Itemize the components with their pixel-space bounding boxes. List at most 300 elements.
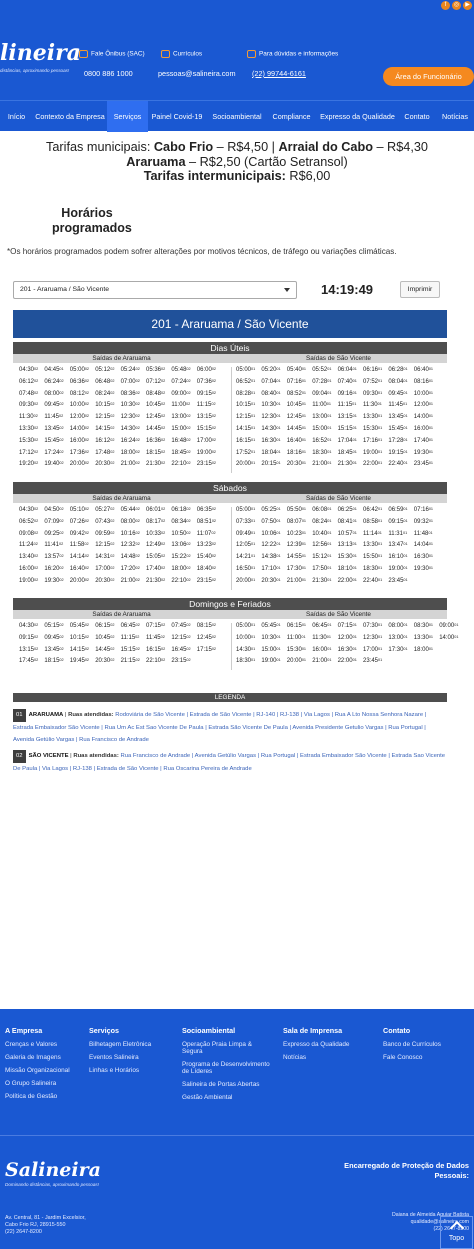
departure-time: $09:00^{02}$ bbox=[171, 390, 191, 397]
departure-time: $15:15^{02}$ bbox=[196, 426, 217, 432]
departure-time: $16:15^{02}$ bbox=[146, 646, 166, 653]
departure-time: $23:15^{02}$ bbox=[171, 658, 191, 665]
departure-time: $15:30^{01}$ bbox=[337, 554, 357, 561]
departure-time: $16:24^{02}$ bbox=[120, 437, 140, 444]
departure-time: $05:24^{02}$ bbox=[120, 367, 140, 373]
departure-time: $23:45^{01}$ bbox=[413, 461, 434, 468]
departure-time: $11:00^{01}$ bbox=[312, 402, 331, 409]
departure-time: $21:00^{01}$ bbox=[286, 577, 307, 584]
legend-label: Ruas atendidas: bbox=[68, 712, 114, 718]
schedule-note: *Os horários programados podem sofrer alterações por motivos técnicos, de tráfego ou variações climáticas. bbox=[7, 247, 397, 256]
departure-time: $09:15^{01}$ bbox=[388, 518, 408, 525]
departure-time: $12:49^{02}$ bbox=[146, 542, 166, 549]
departure-time: $16:12^{02}$ bbox=[95, 437, 115, 444]
departure-time: $21:30^{01}$ bbox=[337, 461, 357, 468]
departure-time: $06:28^{01}$ bbox=[388, 367, 408, 373]
departure-time: $14:30^{01}$ bbox=[261, 426, 281, 432]
departure-time: $18:40^{02}$ bbox=[196, 566, 217, 572]
departure-time: $18:30^{01}$ bbox=[236, 658, 256, 665]
departure-time: $09:15^{02}$ bbox=[196, 390, 217, 397]
departure-time: $08:52^{01}$ bbox=[286, 390, 307, 397]
departure-time: $21:30^{02}$ bbox=[146, 461, 166, 468]
nav-expresso[interactable]: Expresso da Qualidade bbox=[320, 112, 395, 121]
departure-time: $13:30^{01}$ bbox=[363, 542, 383, 549]
departure-time: $13:30^{01}$ bbox=[363, 414, 383, 421]
departure-time: $18:00^{01}$ bbox=[413, 646, 434, 653]
departure-time: $14:04^{01}$ bbox=[413, 542, 434, 549]
departure-time: $19:00^{01}$ bbox=[388, 566, 408, 572]
departure-time: $12:56^{01}$ bbox=[312, 542, 332, 549]
departure-time: $13:40^{02}$ bbox=[19, 554, 39, 561]
footer-link[interactable]: Eventos Salineira bbox=[89, 1054, 139, 1061]
nav-compliance[interactable]: Compliance bbox=[272, 112, 311, 121]
departure-time: $12:45^{02}$ bbox=[196, 634, 217, 641]
departure-time: $11:15^{02}$ bbox=[120, 634, 140, 641]
legend-number: 02 bbox=[13, 750, 26, 763]
departure-time: $06:25^{01}$ bbox=[337, 507, 357, 513]
departure-time: $14:15^{02}$ bbox=[69, 646, 90, 653]
facebook-icon[interactable]: f bbox=[441, 1, 450, 10]
legend-item-araruama: 01 ARARUAMA | Ruas atendidas: Rodoviária de São Vicente | Estrada de São Vicente | RJ-140 | RJ-138 | Via Lagos | Rua A Lto Nossa Senhora Nazare | Estrada Embaixador São Vicente | Rua Um Ac Est Sao Vicente De Paula | Estrada São Vicente De Paula | Avenida Presidente Getulio Vargas | Rua Portugal | Avenida Getúlio Vargas | Rua Francisco de Andrade bbox=[13, 709, 447, 747]
departure-time: $05:27^{02}$ bbox=[95, 507, 115, 513]
departure-time: $09:45^{01}$ bbox=[388, 390, 408, 397]
departure-time: $14:38^{01}$ bbox=[261, 554, 281, 561]
schedule-section-header: Dias Úteis bbox=[13, 342, 447, 354]
departure-time: $12:00^{01}$ bbox=[413, 402, 434, 409]
departure-time: $07:33^{01}$ bbox=[236, 518, 256, 525]
departure-time: $07:36^{02}$ bbox=[196, 378, 217, 385]
departure-time: $09:16^{01}$ bbox=[337, 390, 357, 397]
departure-time: $21:15^{02}$ bbox=[120, 658, 140, 665]
dpo-email[interactable]: qualidade@salineira.com bbox=[410, 1219, 469, 1225]
departure-time: $07:15^{01}$ bbox=[337, 623, 357, 629]
departure-time: $23:45^{01}$ bbox=[388, 577, 408, 584]
departure-time: $06:42^{01}$ bbox=[363, 507, 383, 513]
departure-time: $20:30^{02}$ bbox=[95, 577, 115, 584]
departure-time: $20:30^{02}$ bbox=[95, 658, 115, 665]
departure-time: $08:41^{01}$ bbox=[337, 518, 357, 525]
departure-time: $12:45^{01}$ bbox=[286, 414, 307, 421]
departure-time: $13:13^{01}$ bbox=[337, 542, 357, 549]
resume-email[interactable]: pessoas@salineira.com bbox=[158, 69, 236, 78]
departure-time: $13:00^{01}$ bbox=[312, 414, 332, 421]
footer-link[interactable]: O Grupo Salineira bbox=[5, 1080, 57, 1087]
departure-time: $12:30^{02}$ bbox=[120, 414, 140, 421]
departure-time: $07:40^{01}$ bbox=[337, 378, 357, 385]
departure-time: $13:30^{02}$ bbox=[19, 426, 39, 432]
departure-time: $08:34^{02}$ bbox=[171, 518, 191, 525]
whatsapp-label: Para dúvidas e informações bbox=[247, 50, 338, 58]
departure-time: $05:48^{02}$ bbox=[171, 367, 191, 373]
logo[interactable]: lineira bbox=[0, 40, 81, 66]
departure-time: $10:06^{01}$ bbox=[261, 530, 281, 537]
departure-time: $08:04^{01}$ bbox=[388, 378, 408, 385]
address-line: Cabo Frio RJ, 28915-550 bbox=[5, 1222, 66, 1228]
footer-col-socioambiental bbox=[182, 1026, 272, 1107]
footer-link[interactable]: Gestão Ambiental bbox=[182, 1094, 233, 1101]
departure-time: $07:09^{02}$ bbox=[44, 518, 64, 525]
departure-time: $10:15^{02}$ bbox=[69, 634, 90, 641]
departure-time: $14:00^{01}$ bbox=[413, 414, 434, 421]
departure-time: $11:15^{01}$ bbox=[337, 402, 357, 409]
departure-time: $07:52^{01}$ bbox=[363, 378, 383, 385]
departure-time: $10:45^{01}$ bbox=[286, 402, 307, 409]
tariff-line-2: Araruama – R$2,50 (Cartão Setransol) bbox=[126, 155, 348, 169]
departure-time: $10:30^{02}$ bbox=[120, 402, 140, 409]
departure-time: $08:24^{01}$ bbox=[312, 518, 332, 525]
departure-time: $09:42^{02}$ bbox=[69, 530, 90, 537]
departure-time: $14:45^{01}$ bbox=[286, 426, 307, 432]
footer-link[interactable]: Programa de Desenvolvimento de Líderes bbox=[182, 1061, 270, 1075]
departure-time: $18:16^{01}$ bbox=[286, 449, 307, 456]
departure-time: $07:28^{01}$ bbox=[312, 378, 332, 385]
departure-time: $05:52^{01}$ bbox=[312, 367, 332, 373]
departure-time: $22:00^{01}$ bbox=[337, 658, 357, 665]
departure-time: $14:00^{01}$ bbox=[439, 634, 459, 641]
departure-time: $17:00^{01}$ bbox=[363, 646, 383, 653]
departure-time: $21:00^{01}$ bbox=[312, 658, 332, 665]
departure-time: $09:30^{02}$ bbox=[19, 402, 39, 409]
nav-covid[interactable]: Painel Covid-19 bbox=[151, 112, 203, 121]
departure-time: $13:45^{01}$ bbox=[388, 414, 408, 421]
departure-time: $10:30^{01}$ bbox=[261, 402, 281, 409]
departure-time: $17:50^{01}$ bbox=[312, 566, 332, 572]
departure-time: $18:00^{02}$ bbox=[171, 566, 191, 572]
departure-time: $19:40^{02}$ bbox=[44, 461, 64, 468]
departure-time: $09:32^{01}$ bbox=[413, 518, 434, 525]
route-title: 201 - Araruama / São Vicente bbox=[13, 310, 447, 338]
departure-time: $06:52^{01}$ bbox=[236, 378, 256, 385]
departure-time: $11:45^{02}$ bbox=[146, 634, 165, 641]
departure-time: $22:40^{01}$ bbox=[363, 577, 383, 584]
departure-time: $06:45^{01}$ bbox=[312, 623, 332, 629]
nav-socioambiental[interactable]: Socioambiental bbox=[212, 112, 262, 121]
footer-link[interactable]: Crenças e Valores bbox=[5, 1041, 58, 1048]
footer-slogan: Dominando distâncias, aproximando pessoas! bbox=[5, 1182, 99, 1187]
departure-time: $18:10^{01}$ bbox=[337, 566, 357, 572]
departure-time: $12:00^{02}$ bbox=[69, 414, 90, 421]
footer-link[interactable]: Notícias bbox=[283, 1054, 307, 1061]
nav-noticias[interactable]: Notícias bbox=[442, 112, 468, 121]
departure-time: $05:40^{01}$ bbox=[286, 367, 307, 373]
departure-time: $12:45^{02}$ bbox=[146, 414, 166, 421]
departure-time: $10:45^{02}$ bbox=[146, 402, 166, 409]
departure-time: $12:22^{01}$ bbox=[261, 542, 281, 549]
departure-time: $17:00^{02}$ bbox=[95, 566, 115, 572]
footer-link[interactable]: Bilhetagem Eletrônica bbox=[89, 1041, 152, 1048]
departure-time: $17:45^{02}$ bbox=[19, 658, 39, 665]
departure-time: $19:00^{02}$ bbox=[196, 449, 217, 456]
back-to-top-button[interactable]: Topo bbox=[440, 1216, 473, 1249]
instagram-icon[interactable]: ◎ bbox=[453, 2, 460, 8]
column-label-left: Saídas de Araruama bbox=[92, 355, 151, 362]
employee-area-button[interactable]: Área do Funcionário bbox=[383, 67, 474, 86]
departure-time: $19:30^{02}$ bbox=[44, 577, 64, 584]
chevron-down-icon bbox=[284, 288, 290, 292]
departure-time: $20:00^{01}$ bbox=[286, 658, 307, 665]
departure-time: $08:12^{02}$ bbox=[69, 390, 90, 397]
departure-time: $15:05^{02}$ bbox=[146, 554, 166, 561]
departure-time: $16:00^{02}$ bbox=[69, 437, 90, 444]
departure-time: $18:30^{01}$ bbox=[312, 449, 332, 456]
column-divider bbox=[231, 623, 232, 670]
schedule-title: Horários programados bbox=[52, 206, 132, 235]
departure-time: $11:58^{02}$ bbox=[69, 542, 89, 549]
footer-link[interactable]: Galeria de Imagens bbox=[5, 1054, 61, 1061]
departure-time: $07:24^{02}$ bbox=[171, 378, 191, 385]
departure-time: $19:15^{01}$ bbox=[388, 449, 408, 456]
footer-link[interactable]: Expresso da Qualidade bbox=[283, 1041, 350, 1048]
departure-time: $10:33^{02}$ bbox=[146, 530, 166, 537]
schedule-subheader bbox=[13, 494, 447, 503]
departure-time: $16:52^{01}$ bbox=[312, 437, 332, 444]
dpo-title: Encarregado de Proteção de Dados Pessoais: bbox=[344, 1161, 469, 1180]
legend-item-sao-vicente: 02 SÃO VICENTE | Ruas atendidas: Rua Francisco de Andrade | Avenida Getúlio Vargas | Rua Portugal | Estrada Embaixador São Vicente | Estrada Sao Vicente De Paula | Via Lagos | RJ-138 | Estrada de São Vicente | Rua Oscarina Pereira de Andrade bbox=[13, 750, 447, 775]
departure-time: $16:40^{01}$ bbox=[286, 437, 307, 444]
departure-time: $14:55^{01}$ bbox=[286, 554, 307, 561]
departure-time: $14:14^{02}$ bbox=[69, 554, 90, 561]
departure-time: $22:10^{02}$ bbox=[171, 461, 191, 468]
legend-number: 01 bbox=[13, 709, 26, 722]
phone-value[interactable]: 0800 886 1000 bbox=[84, 69, 133, 78]
departure-time: $07:04^{01}$ bbox=[261, 378, 281, 385]
footer-link[interactable]: Salineira de Portas Abertas bbox=[182, 1081, 260, 1088]
departure-time: $07:16^{01}$ bbox=[413, 507, 434, 513]
column-label-right: Saídas de São Vicente bbox=[306, 611, 371, 618]
schedule-subheader bbox=[13, 354, 447, 363]
departure-time: $15:50^{01}$ bbox=[363, 554, 383, 561]
departure-time: $17:12^{02}$ bbox=[19, 449, 39, 456]
youtube-icon[interactable]: ▶ bbox=[463, 1, 472, 10]
departure-time: $13:00^{02}$ bbox=[171, 414, 191, 421]
departure-time: $13:15^{02}$ bbox=[196, 414, 217, 421]
departure-time: $16:15^{01}$ bbox=[236, 437, 256, 444]
mail-icon bbox=[161, 50, 170, 58]
departure-time: $21:00^{02}$ bbox=[120, 577, 140, 584]
departure-time: $04:30^{02}$ bbox=[19, 507, 39, 513]
departure-time: $15:22^{02}$ bbox=[171, 554, 191, 561]
departure-time: $17:24^{02}$ bbox=[44, 449, 64, 456]
departure-time: $07:12^{02}$ bbox=[146, 378, 166, 385]
departure-time: $23:15^{02}$ bbox=[196, 461, 217, 468]
nav-servicos[interactable]: Serviços bbox=[107, 101, 148, 132]
departure-time: $07:30^{01}$ bbox=[363, 623, 383, 629]
departure-time: $11:07^{02}$ bbox=[196, 530, 216, 537]
departure-time: $06:00^{02}$ bbox=[196, 367, 217, 373]
departure-time: $10:15^{01}$ bbox=[236, 402, 256, 409]
departure-time: $10:16^{02}$ bbox=[120, 530, 140, 537]
departure-time: $11:30^{01}$ bbox=[363, 402, 382, 409]
address-line: Av. Central, 81 - Jardim Excelsior, bbox=[5, 1215, 86, 1221]
departure-time: $10:40^{01}$ bbox=[312, 530, 332, 537]
departure-time: $11:30^{02}$ bbox=[19, 414, 38, 421]
departure-time: $11:48^{01}$ bbox=[413, 530, 433, 537]
footer-heading: Sala de Imprensa bbox=[283, 1026, 343, 1035]
departure-time: $21:00^{02}$ bbox=[120, 461, 140, 468]
departure-time: $08:00^{02}$ bbox=[44, 390, 64, 397]
departure-time: $07:45^{02}$ bbox=[171, 623, 191, 629]
departure-time: $13:57^{02}$ bbox=[44, 554, 64, 561]
departure-time: $16:30^{01}$ bbox=[261, 437, 281, 444]
departure-time: $16:50^{01}$ bbox=[236, 566, 256, 572]
departure-time: $06:12^{02}$ bbox=[19, 378, 39, 385]
departure-time: $13:30^{01}$ bbox=[413, 634, 434, 641]
departure-time: $20:15^{01}$ bbox=[261, 461, 281, 468]
departure-time: $16:00^{01}$ bbox=[312, 646, 332, 653]
departure-time: $17:20^{02}$ bbox=[120, 566, 140, 572]
departure-time: $14:48^{02}$ bbox=[120, 554, 140, 561]
departure-time: $22:00^{01}$ bbox=[363, 461, 383, 468]
departure-time: $17:48^{02}$ bbox=[95, 449, 115, 456]
departure-time: $08:36^{02}$ bbox=[120, 390, 140, 397]
departure-time: $08:51^{02}$ bbox=[196, 518, 217, 525]
departure-time: $09:25^{02}$ bbox=[44, 530, 64, 537]
departure-time: $16:40^{02}$ bbox=[69, 566, 90, 572]
legend-name: ARARUAMA bbox=[28, 712, 64, 718]
departure-time: $13:45^{02}$ bbox=[44, 646, 64, 653]
departure-time: $06:52^{02}$ bbox=[19, 518, 39, 525]
departure-time: $11:45^{02}$ bbox=[44, 414, 64, 421]
legend-streets: Rua Francisco de Andrade | Avenida Getúlio Vargas | Rua Portugal | Estrada Embaixador São Vicente | Estrada Sao Vicente De Paula | Via Lagos | RJ-138 | Estrada de São Vicente | Rua Oscarina Pereira de Andrade bbox=[13, 753, 446, 772]
departure-time: $10:30^{01}$ bbox=[261, 634, 281, 641]
departure-time: $17:10^{01}$ bbox=[261, 566, 281, 572]
departure-time: $15:45^{02}$ bbox=[44, 437, 64, 444]
departure-time: $16:10^{01}$ bbox=[388, 554, 408, 561]
departure-time: $19:30^{01}$ bbox=[413, 566, 434, 572]
departure-time: $14:00^{02}$ bbox=[69, 426, 90, 432]
phone-icon bbox=[79, 50, 88, 58]
site-footer bbox=[0, 1009, 474, 1249]
departure-time: $14:45^{02}$ bbox=[146, 426, 166, 432]
departure-time: $18:15^{02}$ bbox=[44, 658, 64, 665]
departure-time: $11:45^{01}$ bbox=[388, 402, 408, 409]
departure-time: $17:04^{01}$ bbox=[337, 437, 357, 444]
departure-time: $08:28^{01}$ bbox=[236, 390, 256, 397]
departure-time: $20:30^{02}$ bbox=[95, 461, 115, 468]
departure-time: $11:00^{01}$ bbox=[286, 634, 306, 641]
departure-time: $17:52^{01}$ bbox=[236, 449, 256, 456]
dpo-name: Daiana de Almeida Aguiar Batista bbox=[392, 1212, 469, 1218]
departure-time: $05:25^{01}$ bbox=[261, 507, 281, 513]
departure-time: $13:15^{02}$ bbox=[19, 646, 39, 653]
footer-logo[interactable]: Salineira bbox=[5, 1159, 101, 1181]
departure-time: $12:15^{02}$ bbox=[95, 542, 115, 549]
schedule-subheader bbox=[13, 610, 447, 619]
departure-time: $08:17^{02}$ bbox=[146, 518, 166, 525]
departure-time: $09:00^{01}$ bbox=[439, 623, 459, 629]
nav-inicio[interactable]: Início bbox=[7, 112, 26, 121]
departure-time: $05:00^{01}$ bbox=[236, 507, 256, 513]
whatsapp-value[interactable]: (22) 99744-6161 bbox=[252, 69, 306, 78]
departure-time: $12:15^{01}$ bbox=[236, 414, 256, 421]
footer-heading: Serviços bbox=[89, 1026, 119, 1035]
departure-time: $21:00^{01}$ bbox=[312, 461, 332, 468]
column-label-left: Saídas de Araruama bbox=[92, 495, 151, 502]
departure-time: $17:15^{02}$ bbox=[196, 646, 217, 653]
departure-time: $06:16^{01}$ bbox=[363, 367, 383, 373]
column-label-left: Saídas de Araruama bbox=[92, 611, 151, 618]
main-nav bbox=[0, 100, 474, 131]
departure-time: $06:15^{01}$ bbox=[286, 623, 307, 629]
departure-time: $08:58^{01}$ bbox=[363, 518, 383, 525]
departure-time: $14:15^{01}$ bbox=[236, 426, 256, 432]
departure-time: $08:48^{02}$ bbox=[146, 390, 166, 397]
footer-link[interactable]: Missão Organizacional bbox=[5, 1067, 70, 1074]
departure-time: $05:36^{02}$ bbox=[146, 367, 166, 373]
departure-time: $13:23^{02}$ bbox=[196, 542, 217, 549]
departure-time: $06:24^{02}$ bbox=[44, 378, 64, 385]
departure-time: $05:12^{02}$ bbox=[95, 367, 115, 373]
departure-time: $09:45^{02}$ bbox=[44, 634, 64, 641]
departure-time: $19:20^{02}$ bbox=[19, 461, 39, 468]
clock: 14:19:49 bbox=[321, 282, 374, 297]
schedule-section-header: Sábados bbox=[13, 482, 447, 494]
departure-time: $22:40^{01}$ bbox=[388, 461, 408, 468]
departure-time: $10:45^{02}$ bbox=[95, 634, 115, 641]
nav-contexto[interactable]: Contexto da Empresa bbox=[35, 112, 105, 121]
dpo-phone: (22) 2647-8200 bbox=[433, 1226, 469, 1232]
departure-time: $09:04^{01}$ bbox=[312, 390, 332, 397]
departure-time: $23:15^{02}$ bbox=[196, 577, 217, 584]
footer-link[interactable]: Linhas e Horários bbox=[89, 1067, 140, 1074]
departure-time: $06:08^{01}$ bbox=[312, 507, 332, 513]
footer-link[interactable]: Fale Conosco bbox=[383, 1054, 423, 1061]
departure-time: $15:40^{02}$ bbox=[196, 554, 217, 561]
departure-time: $04:30^{02}$ bbox=[19, 623, 39, 629]
tariff-line-1: Tarifas municipais: Cabo Frio – R$4,50 | Arraial do Cabo – R$4,30 bbox=[46, 140, 428, 154]
print-button[interactable]: Imprimir bbox=[400, 281, 440, 298]
departure-time: $05:45^{02}$ bbox=[69, 623, 90, 629]
departure-time: $10:57^{01}$ bbox=[337, 530, 357, 537]
departure-time: $09:49^{01}$ bbox=[236, 530, 256, 537]
departure-time: $14:31^{02}$ bbox=[95, 554, 115, 561]
departure-time: $11:14^{01}$ bbox=[363, 530, 382, 537]
departure-time: $14:15^{02}$ bbox=[95, 426, 115, 432]
footer-heading: Socioambiental bbox=[182, 1026, 236, 1035]
departure-time: $07:50^{01}$ bbox=[261, 518, 281, 525]
footer-link[interactable]: Política de Gestão bbox=[5, 1093, 58, 1100]
departure-time: $15:00^{01}$ bbox=[312, 426, 332, 432]
departure-time: $19:45^{02}$ bbox=[69, 658, 90, 665]
departure-time: $12:32^{02}$ bbox=[120, 542, 140, 549]
footer-link[interactable]: Banco de Currículos bbox=[383, 1041, 441, 1048]
departure-time: $06:15^{02}$ bbox=[95, 623, 115, 629]
departure-time: $21:30^{02}$ bbox=[146, 577, 166, 584]
footer-link[interactable]: Operação Praia Limpa & Segura bbox=[182, 1041, 252, 1055]
departure-time: $16:00^{01}$ bbox=[413, 426, 434, 432]
departure-time: $11:31^{01}$ bbox=[388, 530, 408, 537]
route-select[interactable]: 201 - Araruama / São Vicente bbox=[13, 281, 297, 299]
departure-time: $06:40^{01}$ bbox=[413, 367, 434, 373]
departure-time: $14:30^{01}$ bbox=[236, 646, 256, 653]
departure-time: $11:41^{02}$ bbox=[44, 542, 64, 549]
departure-time: $13:00^{01}$ bbox=[388, 634, 408, 641]
departure-time: $05:00^{01}$ bbox=[236, 367, 256, 373]
departure-time: $07:00^{02}$ bbox=[120, 378, 140, 385]
departure-time: $05:10^{02}$ bbox=[69, 507, 90, 513]
departure-time: $10:15^{02}$ bbox=[95, 402, 115, 409]
nav-contato[interactable]: Contato bbox=[404, 112, 430, 121]
departure-time: $18:45^{02}$ bbox=[171, 449, 191, 456]
departure-time: $15:30^{02}$ bbox=[19, 437, 39, 444]
departure-time: $09:45^{02}$ bbox=[44, 402, 64, 409]
departure-time: $06:36^{02}$ bbox=[69, 378, 90, 385]
departure-time: $19:00^{01}$ bbox=[261, 658, 281, 665]
departure-time: $20:00^{02}$ bbox=[69, 461, 90, 468]
departure-time: $22:10^{02}$ bbox=[146, 658, 166, 665]
departure-time: $13:15^{01}$ bbox=[337, 414, 357, 421]
departure-time: $05:15^{02}$ bbox=[44, 623, 64, 629]
